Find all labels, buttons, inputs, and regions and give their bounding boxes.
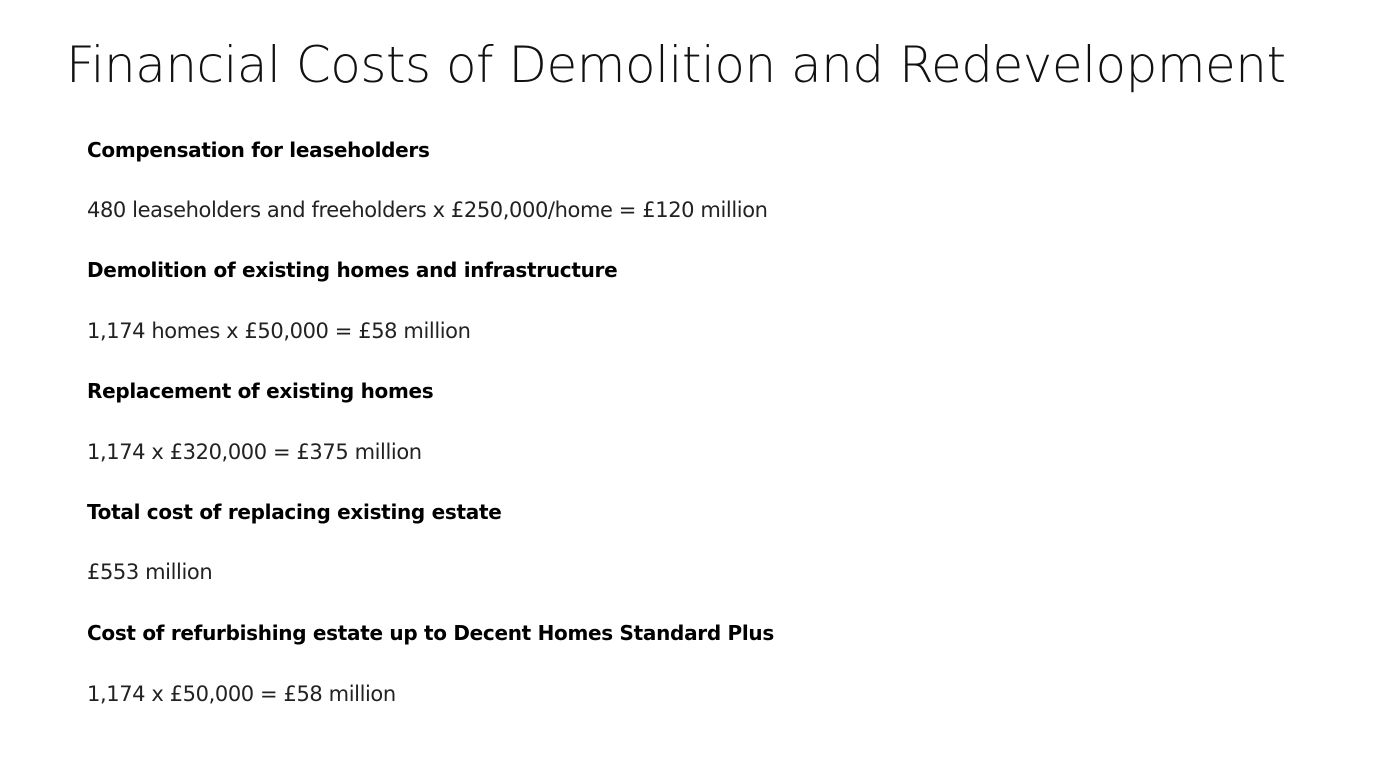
section-heading-refurbishing: Cost of refurbishing estate up to Decent Homes Standard Plus — [87, 621, 774, 645]
section-heading-demolition: Demolition of existing homes and infrastructure — [87, 258, 618, 282]
slide-title: Financial Costs of Demolition and Redevelopment — [66, 36, 1286, 94]
section-heading-replacement: Replacement of existing homes — [87, 379, 434, 403]
section-value-demolition: 1,174 homes x £50,000 = £58 million — [87, 319, 471, 343]
section-value-replacement: 1,174 x £320,000 = £375 million — [87, 440, 422, 464]
section-heading-compensation: Compensation for leaseholders — [87, 138, 430, 162]
section-value-total-cost: £553 million — [87, 560, 213, 584]
section-value-refurbishing: 1,174 x £50,000 = £58 million — [87, 682, 396, 706]
section-value-compensation: 480 leaseholders and freeholders x £250,000/home = £120 million — [87, 198, 768, 222]
section-heading-total-cost: Total cost of replacing existing estate — [87, 500, 502, 524]
